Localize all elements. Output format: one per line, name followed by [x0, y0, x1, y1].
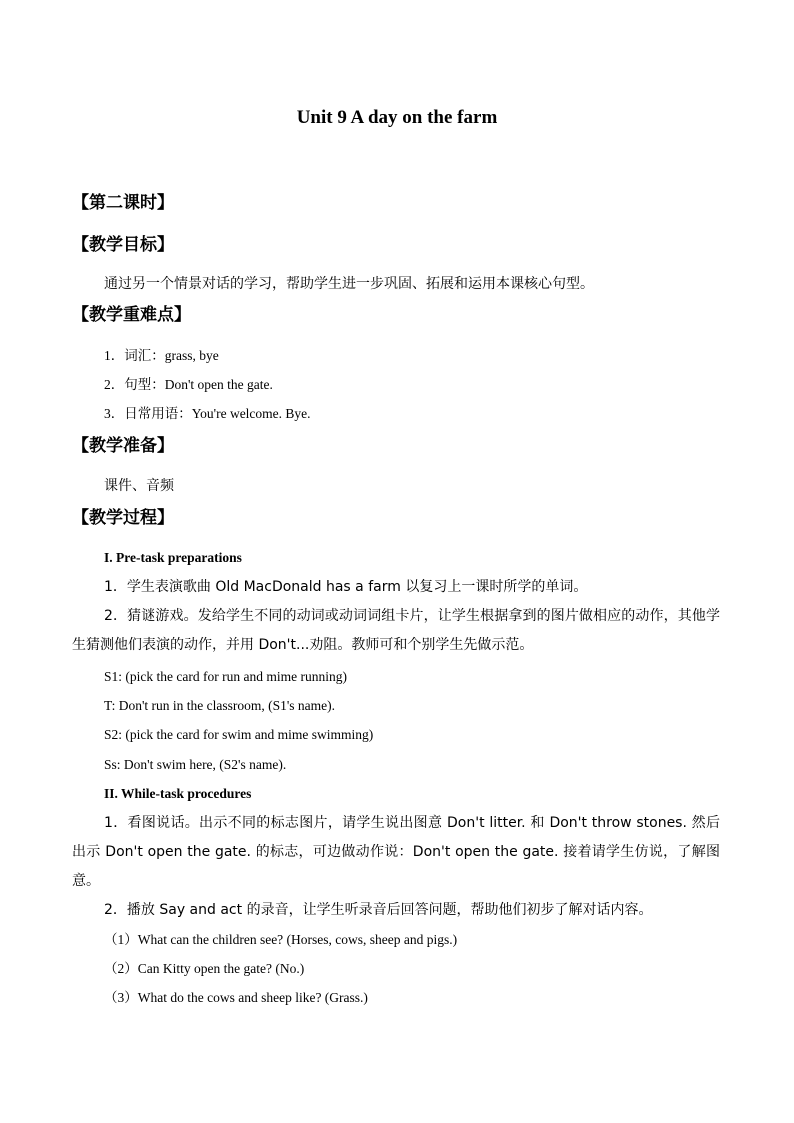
- dialogue-line: T: Don't run in the classroom, (S1's name).: [104, 698, 336, 713]
- question-item: （3）What do the cows and sheep like? (Grass.): [104, 990, 368, 1005]
- dialogue-line: S1: (pick the card for run and mime running): [104, 669, 347, 684]
- page-title: Unit 9 A day on the farm: [296, 107, 498, 128]
- whiletask-step-2: 2．播放 Say and act 的录音，让学生听录音后回答问题，帮助他们初步了解对话内容。: [104, 902, 653, 918]
- question-item: （2）Can Kitty open the gate? (No.): [104, 961, 305, 976]
- section-lesson-heading: 【第二课时】: [72, 193, 174, 213]
- whiletask-heading: II. While-task procedures: [104, 786, 252, 801]
- pretask-step-1: 1．学生表演歌曲 Old MacDonald has a farm 以复习上一课时所学的单词。: [104, 579, 588, 595]
- pretask-step-2: 2．猜谜游戏。发给学生不同的动词或动词词组卡片，让学生根据拿到的图片做相应的动作，其他学生猜测他们表演的动作，并用 Don't...劝阻。教师可和个别学生先做示范。: [72, 608, 720, 653]
- whiletask-step-1: 1．看图说话。出示不同的标志图片，请学生说出图意 Don't litter. 和 Don't throw stones. 然后出示 Don't open the gate. 的标志，可边做动作说：Don't open the gate. 接着请学生仿说，了解图意。: [72, 815, 720, 889]
- section-key-points-heading: 【教学重难点】: [72, 305, 191, 325]
- section-process-heading: 【教学过程】: [72, 508, 174, 528]
- key-point-item: 3．日常用语：You're welcome. Bye.: [104, 406, 311, 421]
- section-preparation-heading: 【教学准备】: [72, 436, 174, 456]
- dialogue-line: Ss: Don't swim here, (S2's name).: [104, 757, 287, 772]
- preparation-text: 课件、音频: [104, 478, 174, 494]
- dialogue-line: S2: (pick the card for swim and mime swimming): [104, 727, 374, 742]
- key-point-item: 1．词汇：grass, bye: [104, 348, 219, 363]
- pretask-heading: I. Pre-task preparations: [104, 550, 242, 565]
- section-goals-heading: 【教学目标】: [72, 235, 174, 255]
- key-point-item: 2．句型：Don't open the gate.: [104, 377, 273, 392]
- question-item: （1）What can the children see? (Horses, cows, sheep and pigs.): [104, 932, 458, 947]
- goals-text: 通过另一个情景对话的学习，帮助学生进一步巩固、拓展和运用本课核心句型。: [104, 276, 594, 292]
